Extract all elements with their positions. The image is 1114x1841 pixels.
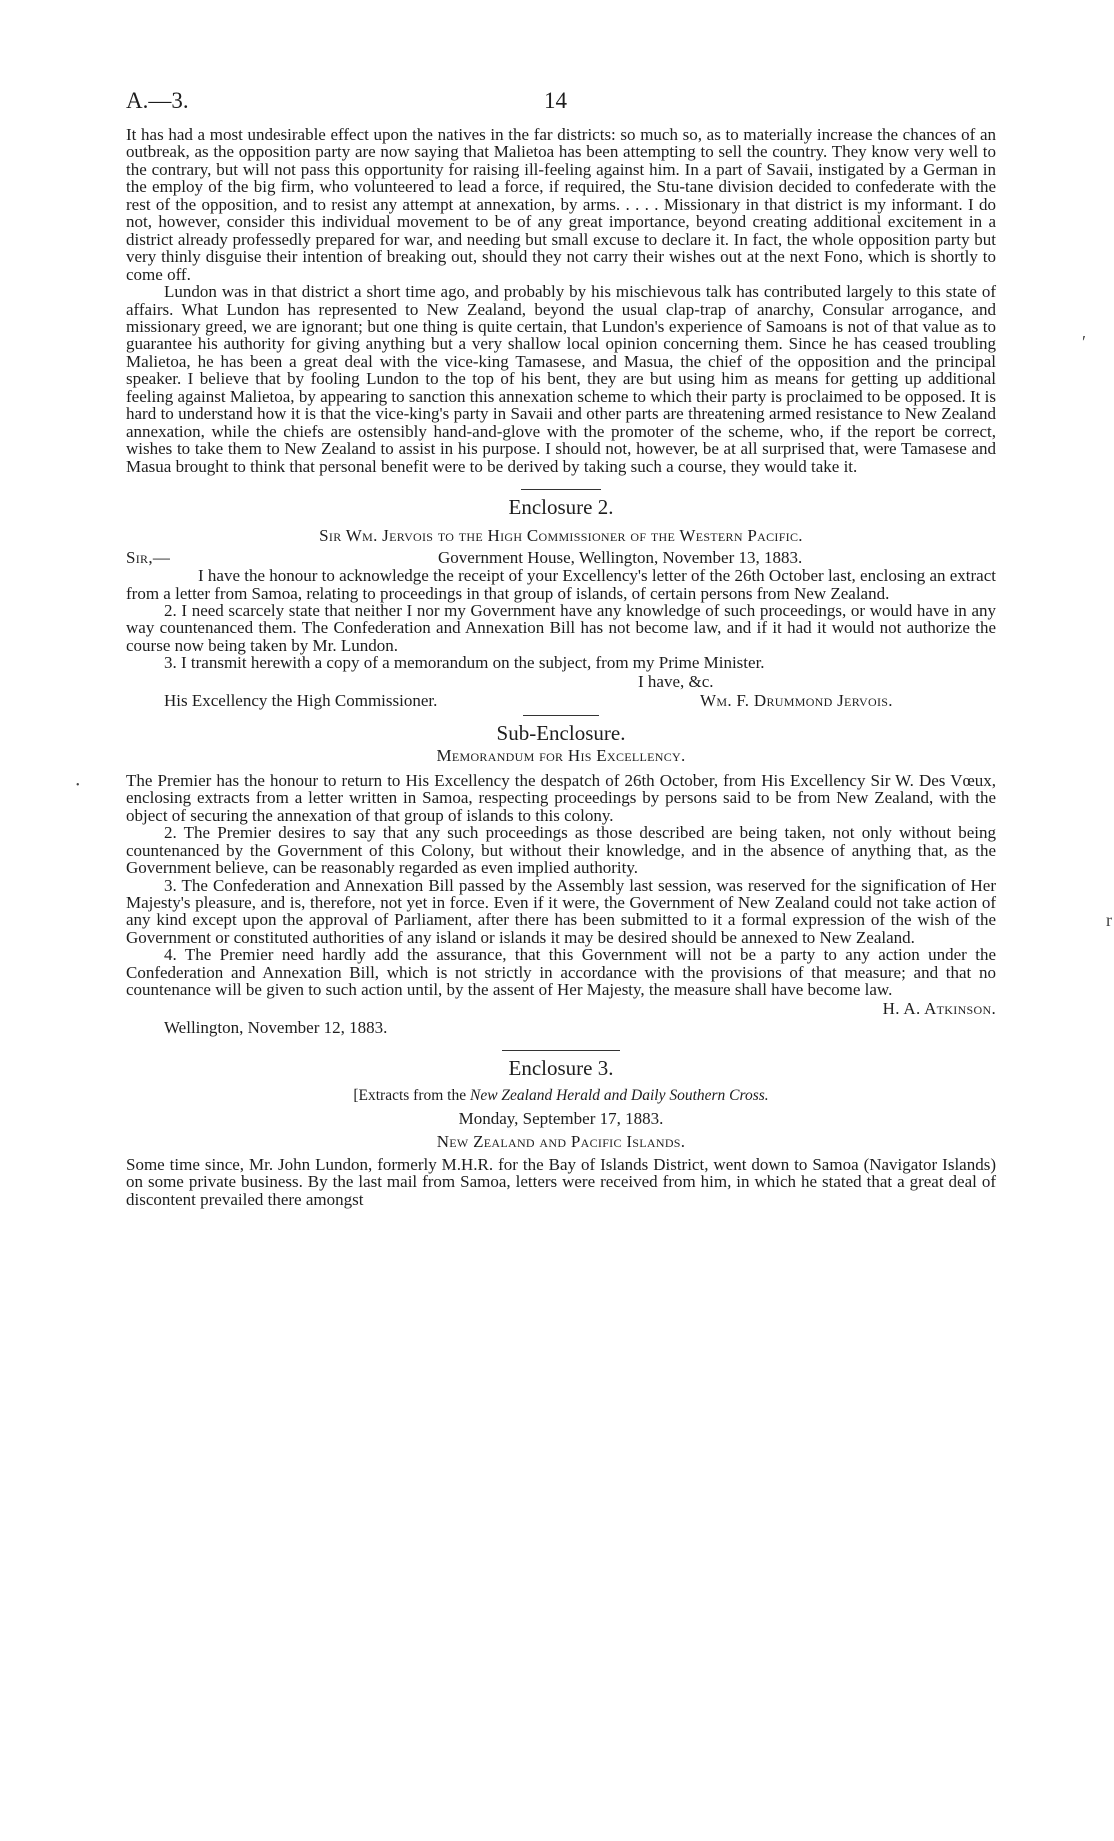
extract-date: Monday, September 17, 1883.	[458, 1108, 664, 1128]
memorandum-title: Memorandum for His Excellency.	[436, 745, 686, 765]
enclosure-3-title: Enclosure 3.	[508, 1055, 614, 1080]
signature-atkinson: H. A. Atkinson.	[882, 998, 996, 1018]
memorandum-paragraph-2: 2. The Premier desires to say that any such proceedings as those described are being taken, not only without being countenanced by the Government of this Colony, but without their knowledge, and in the absence of anything that, as the Government believe, can be reasonably regarded as even implied authority.	[126, 823, 996, 878]
closing: I have, &c.	[638, 671, 714, 691]
memorandum-paragraph-3: 3. The Confederation and Annexation Bill passed by the Assembly last session, was reserved for the signification of Her Majesty's pleasure, and is, therefore, not yet in force. Even if it were, the Government of New Zealand could not take action of any kind except upon the approval of Parliament, after there has been submitted to it a formal expression of the wish of the Government or constituted authorities of any island or islands it may be desired should be annexed to New Zealand.	[126, 875, 996, 947]
document-page	[126, 82, 996, 1208]
extract-source-prefix: [Extracts from the	[353, 1086, 470, 1104]
intro-paragraph-1: It has had a most undesirable effect upon the natives in the far districts: so much so, as to materially increase the chances of an outbreak, as the opposition party are now saying that Malietoa has been attempting to sell the country. They know very well to the contrary, but will not pass this opportunity for raising ill-feeling against him. In a part of Savaii, instigated by a German in the employ of the big firm, who volunteered to lead a force, if required, the Stu-tane division decided to confederate with the rest of the opposition, and to resist any attempt at annexation, by arms. . . . . Missionary in that district is my informant. I do not, however, consider this individual movement to be of any great importance, beyond creating additional excitement in a district already professedly prepared for war, and needing but small excuse to declare it. In fact, the whole opposition party but very thinly disguise their intention of breaking out, should they not carry their wishes out at the next Fono, which is shortly to come off.	[126, 125, 996, 284]
signature-jervois: Wm. F. Drummond Jervois.	[700, 690, 893, 710]
paper-reference: A.—3.	[126, 88, 189, 113]
enclosure-2-title: Enclosure 2.	[508, 495, 614, 520]
memorandum-paragraph-1: The Premier has the honour to return to His Excellency the despatch of 26th October, from His Excellency Sir W. Des Vœux, enclosing extracts from a letter written in Samoa, respecting proceedings by persons said to be from New Zealand, with the object of securing the annexation of that group of islands to this colony.	[126, 770, 996, 825]
enclosure-2-paragraph-3: 3. I transmit herewith a copy of a memorandum on the subject, from my Prime Minister.	[164, 653, 765, 673]
extract-section-title: New Zealand and Pacific Islands.	[436, 1131, 686, 1151]
margin-mark: •	[76, 780, 80, 791]
extract-source	[126, 1086, 996, 1106]
signature-row	[126, 691, 996, 710]
margin-mark: r	[1106, 910, 1112, 930]
memorandum-date-row	[126, 1018, 996, 1037]
addressee: His Excellency the High Commissioner.	[164, 690, 438, 710]
enclosure-2-from-to: Sir Wm. Jervois to the High Commissioner of the Western Pacific.	[319, 526, 803, 546]
page-number: 14	[544, 88, 567, 113]
intro-paragraph-2: Lundon was in that district a short time ago, and probably by his mischievous talk has contributed largely to this state of affairs. What Lundon has represented to New Zealand, beyond the usual clap-trap of anarchy, Consular arrogance, and missionary greed, we are ignorant; but one thing is quite certain, that Lundon's experience of Samoans is not of that value as to guarantee his authority for giving anything but a very shallow local opinion concerning them. Since he has ceased troubling Malietoa, he has been a great deal with the vice-king Tamasese, and Masua, the chief of the opposition and the principal speaker. I believe that by fooling Lundon to the top of his bent, they are but using him as means for getting up additional feeling against Malietoa, by appearing to sanction this annexation scheme to which their party is proclaimed to be opposed. It is hard to understand how it is that the vice-king's party in Savaii and other parts are threatening armed resistance to New Zealand annexation, while the chiefs are ostensibly hand-and-glove with the promoter of the scheme, who, if the report be correct, wishes to take them to New Zealand to assist in his purpose. I should not, however, be at all surprised that, were Tamasese and Masua brought to think that personal benefit were to be derived by taking such a course, they would take it.	[126, 282, 996, 476]
extract-paragraph: Some time since, Mr. John Lundon, formerly M.H.R. for the Bay of Islands District, went down to Samoa (Navigator Islands) on some private business. By the last mail from Samoa, letters were received from him, in which he stated that a great deal of discontent prevailed there amongst	[126, 1154, 996, 1209]
running-header	[126, 82, 996, 126]
enclosure-2-paragraph-2: 2. I need scarcely state that neither I nor my Government have any knowledge of such proceedings, or would have in any way countenanced them. The Confederation and Annexation Bill has not become law, and if it had it would not authorize the course now being taken by Mr. Lundon.	[126, 600, 996, 655]
letter-address: Government House, Wellington, November 13, 1883.	[438, 548, 803, 568]
closing-row	[126, 672, 996, 691]
memorandum-signature-row	[126, 999, 996, 1018]
salutation-row	[126, 548, 996, 567]
memorandum-paragraph-4: 4. The Premier need hardly add the assurance, that this Government will not be a party to any action under the Confederation and Annexation Bill, which is not strictly in accordance with the provisions of that measure; and that no countenance will be given to such action until, by the assent of Her Majesty, the measure shall have become law.	[126, 945, 996, 1000]
margin-mark: ′	[1082, 332, 1086, 352]
subenclosure-title: Sub-Enclosure.	[496, 720, 626, 745]
newspaper-name: New Zealand Herald and Daily Southern Cross.	[469, 1086, 769, 1104]
memorandum-date: Wellington, November 12, 1883.	[164, 1017, 388, 1037]
enclosure-2-paragraph-1: I have the honour to acknowledge the receipt of your Excellency's letter of the 26th October last, enclosing an extract from a letter from Samoa, relating to proceedings in that group of islands, of certain persons from New Zealand.	[126, 566, 996, 603]
salutation: Sir,—	[126, 548, 171, 568]
